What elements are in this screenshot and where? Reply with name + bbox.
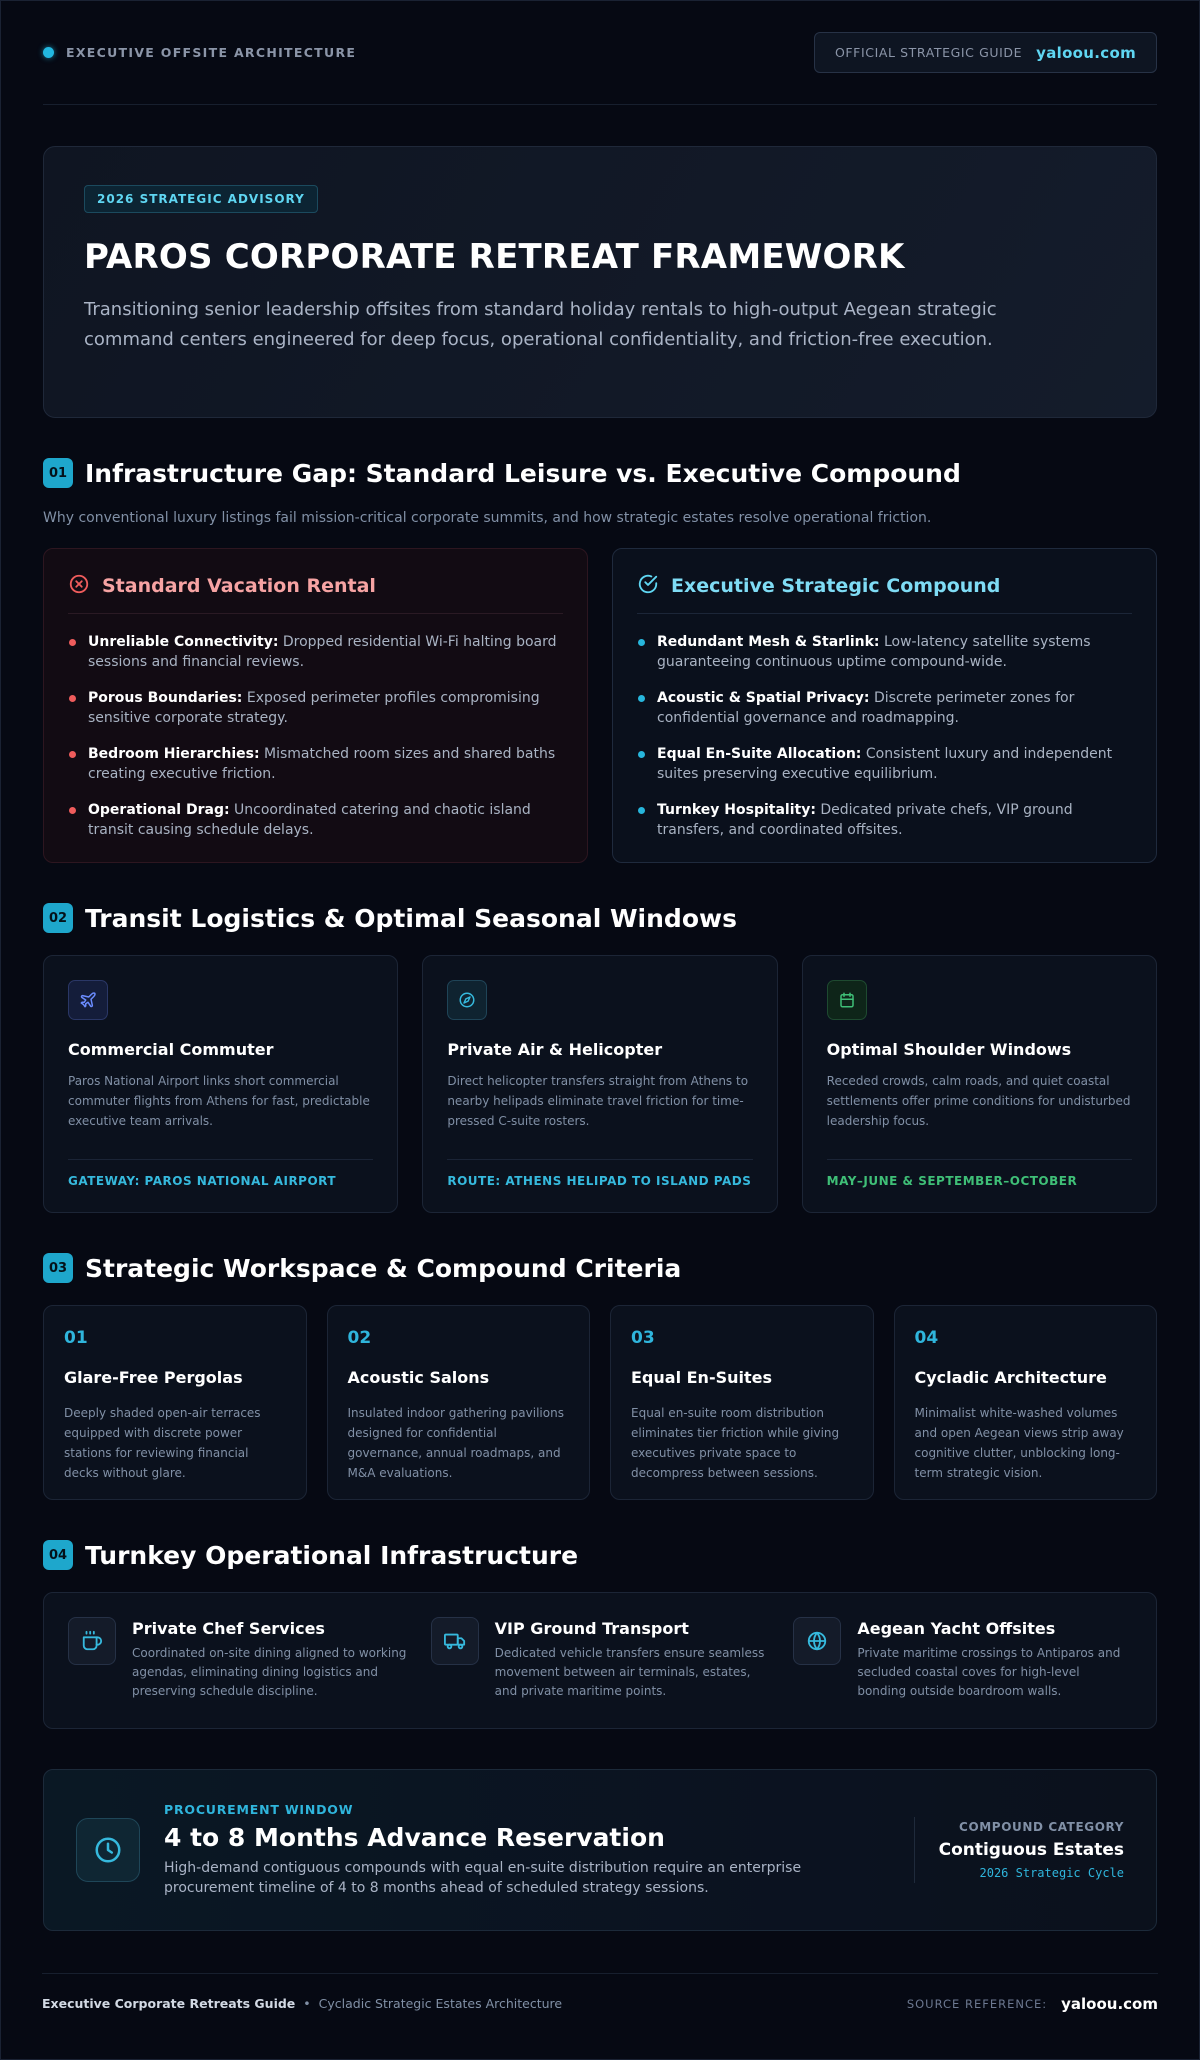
operation-description: Coordinated on-site dining aligned to working agendas, eliminating dining logistics and preserving schedule discipline. bbox=[132, 1646, 407, 1698]
list-item: Operational Drag: Uncoordinated catering and chaotic island transit causing schedule delays. bbox=[68, 800, 563, 840]
transit-card-shoulder-windows bbox=[802, 955, 1157, 1213]
criteria-card bbox=[894, 1305, 1158, 1500]
procurement-title: 4 to 8 Months Advance Reservation bbox=[164, 1823, 665, 1852]
list-item: Porous Boundaries: Exposed perimeter profiles compromising sensitive corporate strategy. bbox=[68, 688, 563, 728]
card-footer: GATEWAY: PAROS NATIONAL AIRPORT bbox=[68, 1159, 373, 1188]
operation-title: VIP Ground Transport bbox=[494, 1619, 689, 1638]
guide-badge[interactable] bbox=[814, 32, 1157, 73]
list-item: Turnkey Hospitality: Dedicated private chefs, VIP ground transfers, and coordinated offsites. bbox=[637, 800, 1132, 840]
executive-compound-card bbox=[612, 548, 1157, 863]
section-description: Why conventional luxury listings fail mission-critical corporate summits, and how strategic estates resolve operational friction. bbox=[43, 510, 932, 526]
footer-title: Executive Corporate Retreats Guide bbox=[42, 1996, 296, 2011]
compass-icon bbox=[447, 980, 487, 1020]
criteria-grid bbox=[43, 1305, 1157, 1500]
card-description: Direct helicopter transfers straight from Athens to nearby helipads eliminate travel friction for time-pressed C-suite rosters. bbox=[447, 1074, 749, 1128]
criteria-number: 02 bbox=[347, 1328, 372, 1348]
criteria-number: 01 bbox=[64, 1328, 88, 1348]
card-title: Commercial Commuter bbox=[68, 1040, 274, 1059]
source-label: SOURCE REFERENCE: bbox=[906, 1996, 1048, 2011]
criteria-description: Equal en-suite room distribution eliminates tier friction while giving executives private space to decompress between sessions. bbox=[631, 1406, 840, 1480]
card-title: Private Air & Helicopter bbox=[447, 1040, 663, 1059]
card-description: Receded crowds, calm roads, and quiet coastal settlements offer prime conditions for undisturbed leadership focus. bbox=[826, 1074, 1131, 1128]
x-circle-icon bbox=[68, 573, 90, 599]
list-item: Redundant Mesh & Starlink: Low-latency satellite systems guaranteeing continuous uptime compound-wide. bbox=[637, 632, 1132, 672]
criteria-description: Insulated indoor gathering pavilions designed for confidential governance, annual roadmaps, and M&A evaluations. bbox=[347, 1406, 564, 1480]
procurement-description: High-demand contiguous compounds with equal en-suite distribution require an enterprise procurement timeline of 4 to 8 months ahead of scheduled strategy sessions. bbox=[164, 1860, 802, 1896]
section-workspace-criteria bbox=[43, 1253, 1157, 1500]
compound-category bbox=[914, 1817, 1124, 1883]
operation-description: Dedicated vehicle transfers ensure seamless movement between air terminals, estates, and private maritime points. bbox=[494, 1646, 765, 1698]
section-title: Strategic Workspace & Compound Criteria bbox=[85, 1253, 682, 1283]
list-item: Unreliable Connectivity: Dropped residential Wi-Fi halting board sessions and financial reviews. bbox=[68, 632, 563, 672]
operation-description: Private maritime crossings to Antiparos and secluded coastal coves for high-level bonding outside boardroom walls. bbox=[857, 1646, 1121, 1698]
issue-list bbox=[68, 632, 563, 840]
card-header bbox=[637, 573, 1132, 614]
criteria-number: 03 bbox=[631, 1328, 655, 1348]
section-number: 04 bbox=[43, 1540, 73, 1570]
operation-item bbox=[793, 1617, 1132, 1704]
brand-label: EXECUTIVE OFFSITE ARCHITECTURE bbox=[66, 45, 357, 60]
transit-card-helicopter bbox=[422, 955, 777, 1213]
list-item: Bedroom Hierarchies: Mismatched room sizes and shared baths creating executive friction. bbox=[68, 744, 563, 784]
calendar-icon bbox=[827, 980, 867, 1020]
criteria-description: Deeply shaded open-air terraces equipped with discrete power stations for reviewing financial decks without glare. bbox=[64, 1406, 261, 1480]
criteria-card bbox=[610, 1305, 874, 1500]
operation-title: Aegean Yacht Offsites bbox=[857, 1619, 1056, 1638]
section-operational-infrastructure bbox=[43, 1540, 1157, 1729]
brand-dot-icon bbox=[43, 47, 54, 58]
criteria-title: Equal En-Suites bbox=[631, 1368, 773, 1387]
category-label: COMPOUND CATEGORY bbox=[959, 1820, 1124, 1834]
page-title: PAROS CORPORATE RETREAT FRAMEWORK bbox=[84, 237, 905, 277]
criteria-title: Acoustic Salons bbox=[347, 1368, 490, 1387]
card-title: Optimal Shoulder Windows bbox=[826, 1040, 1072, 1059]
clock-icon bbox=[76, 1818, 140, 1882]
coffee-cup-icon bbox=[68, 1617, 116, 1665]
feature-list bbox=[637, 632, 1132, 840]
criteria-description: Minimalist white-washed volumes and open Aegean views strip away cognitive clutter, unblocking long-term strategic vision. bbox=[914, 1406, 1124, 1480]
brand bbox=[43, 45, 356, 60]
section-header bbox=[43, 903, 1157, 933]
standard-rental-card bbox=[43, 548, 588, 863]
hero-tag: 2026 STRATEGIC ADVISORY bbox=[84, 185, 318, 213]
card-description: Paros National Airport links short commercial commuter flights from Athens for fast, predictable executive team arrivals. bbox=[68, 1074, 370, 1128]
footer-credit bbox=[42, 1996, 562, 2011]
operations-panel bbox=[43, 1592, 1157, 1729]
section-header bbox=[43, 458, 1157, 488]
check-circle-icon bbox=[637, 573, 659, 599]
footer-separator: • bbox=[303, 1996, 311, 2011]
list-item: Acoustic & Spatial Privacy: Discrete perimeter zones for confidential governance and roadmapping. bbox=[637, 688, 1132, 728]
plane-icon bbox=[68, 980, 108, 1020]
section-header bbox=[43, 1540, 1157, 1570]
transit-grid bbox=[43, 955, 1157, 1213]
section-number: 03 bbox=[43, 1253, 73, 1283]
globe-icon bbox=[793, 1617, 841, 1665]
operation-item bbox=[68, 1617, 407, 1704]
procurement-panel bbox=[43, 1769, 1157, 1931]
list-item: Equal En-Suite Allocation: Consistent luxury and independent suites preserving executive equilibrium. bbox=[637, 744, 1132, 784]
operation-title: Private Chef Services bbox=[132, 1619, 325, 1638]
section-title: Transit Logistics & Optimal Seasonal Windows bbox=[85, 903, 737, 933]
guide-label: OFFICIAL STRATEGIC GUIDE bbox=[834, 45, 1023, 60]
card-title: Standard Vacation Rental bbox=[102, 575, 376, 597]
operation-item bbox=[431, 1617, 770, 1704]
transit-card-commuter bbox=[43, 955, 398, 1213]
procurement-details bbox=[164, 1802, 914, 1898]
section-number: 02 bbox=[43, 903, 73, 933]
card-title: Executive Strategic Compound bbox=[671, 575, 1001, 597]
card-footer: MAY–JUNE & SEPTEMBER–OCTOBER bbox=[827, 1159, 1132, 1188]
guide-domain-link[interactable]: yaloou.com bbox=[1036, 43, 1136, 62]
top-bar bbox=[43, 1, 1157, 105]
section-header bbox=[43, 1253, 1157, 1283]
section-infrastructure-gap bbox=[43, 458, 1157, 863]
hero-subtitle: Transitioning senior leadership offsites from standard holiday rentals to high-output Aegean strategic command centers engineered for deep focus, operational confidentiality, and friction-free execution. bbox=[84, 299, 997, 350]
footer-subtitle: Cycladic Strategic Estates Architecture bbox=[318, 1996, 563, 2011]
hero-panel bbox=[43, 146, 1157, 418]
footer-source bbox=[907, 1995, 1158, 2013]
criteria-title: Glare-Free Pergolas bbox=[64, 1368, 243, 1387]
section-number: 01 bbox=[43, 458, 73, 488]
page-footer bbox=[42, 1973, 1158, 2033]
procurement-tag: PROCUREMENT WINDOW bbox=[164, 1802, 354, 1817]
category-cycle: 2026 Strategic Cycle bbox=[979, 1866, 1124, 1880]
comparison-grid bbox=[43, 548, 1157, 863]
category-value: Contiguous Estates bbox=[938, 1840, 1124, 1860]
criteria-card bbox=[43, 1305, 307, 1500]
section-title: Infrastructure Gap: Standard Leisure vs. Executive Compound bbox=[85, 458, 961, 488]
criteria-number: 04 bbox=[914, 1328, 939, 1348]
source-domain-link[interactable]: yaloou.com bbox=[1061, 1994, 1158, 2013]
card-header bbox=[68, 573, 563, 614]
section-transit-logistics bbox=[43, 903, 1157, 1213]
criteria-title: Cycladic Architecture bbox=[914, 1368, 1107, 1387]
truck-icon bbox=[431, 1617, 479, 1665]
section-title: Turnkey Operational Infrastructure bbox=[85, 1540, 579, 1570]
criteria-card bbox=[327, 1305, 591, 1500]
card-footer: ROUTE: ATHENS HELIPAD TO ISLAND PADS bbox=[447, 1159, 752, 1188]
